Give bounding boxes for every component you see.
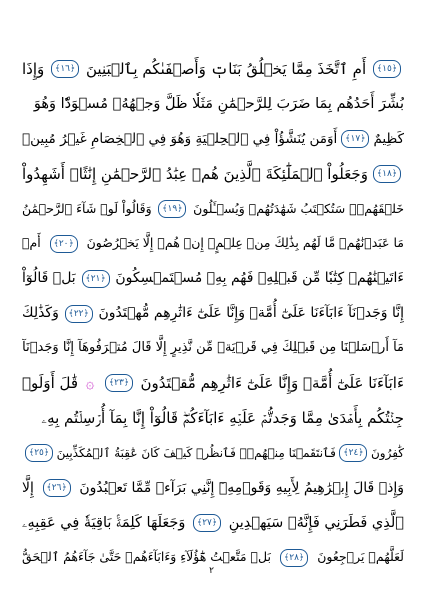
ayah-number-marker: ﴿٢٨﴾	[280, 549, 308, 567]
quran-text-block	[22, 52, 404, 575]
verse-text: إِنَّا وَجَدۡنَآ ءَابَآءَنَا عَلَىٰٓ أُمَّةٖ وَإِنَّا عَلَىٰٓ ءَاثَٰرِهِم مُّهۡتَدُونَ	[98, 305, 404, 322]
ayah-number-marker: ﴿٢٦﴾	[43, 479, 71, 497]
verse-text: بَلۡ مَتَّعۡتُ هَٰٓؤُلَآءِ وَءَابَآءَهُمۡ حَتَّىٰ جَآءَهُمُ ٱلۡحَقُّ	[22, 549, 271, 565]
verse-text: وَكَذَٰلِكَ	[22, 305, 59, 322]
text-line	[22, 226, 404, 261]
text-line	[22, 436, 404, 471]
rub-el-hizb-icon: ۞	[85, 374, 95, 393]
text-line	[22, 261, 404, 296]
text-line	[22, 401, 404, 436]
verse-text: ءَابَآءَنَا عَلَىٰٓ أُمَّةٖ وَإِنَّا عَلَىٰٓ ءَاثَٰرِهِم مُّقۡتَدُونَ	[140, 374, 404, 393]
text-line	[22, 52, 404, 87]
text-line	[22, 122, 404, 157]
ayah-number-marker: ﴿٢٧﴾	[193, 514, 221, 532]
verse-text: أَمۡ	[22, 235, 41, 251]
verse-text: وَجَعَلُواْ ٱلۡمَلَٰٓئِكَةَ ٱلَّذِينَ هُمۡ عِبَٰدُ ٱلرَّحۡمَٰنِ إِنَٰثًاۚ أَشَهِدُواْ	[22, 164, 368, 183]
page-number: ٢	[209, 566, 214, 576]
ayah-number-marker: ﴿١٧﴾	[341, 130, 369, 148]
verse-text: بُشِّرَ أَحَدُهُم بِمَا ضَرَبَ لِلرَّحۡمَٰنِ مَثَلٗا ظَلَّ وَجۡهُهُۥ مُسۡوَدّٗا وَهُوَ	[33, 95, 404, 112]
verse-text: إِلَّا	[22, 479, 34, 496]
text-line	[22, 192, 404, 227]
verse-text: وَإِذَا	[22, 60, 45, 78]
ayah-number-marker: ﴿١٦﴾	[51, 60, 79, 78]
verse-text: أَوَمَن يُنَشَّؤُاْ فِي ٱلۡحِلۡيَةِ وَهُوَ فِي ٱلۡخِصَامِ غَيۡرُ مُبِينٖ	[22, 130, 338, 147]
verse-text: وَجَعَلَهَا كَلِمَةَۢ بَاقِيَةٗ فِي عَقِبِهِۦ	[22, 514, 186, 531]
verse-text: لَعَلَّهُمۡ يَرۡجِعُونَ	[317, 549, 404, 565]
verse-text: كَظِيمٌ	[373, 130, 404, 147]
text-line	[22, 296, 404, 331]
ayah-number-marker: ﴿٢٤﴾	[339, 444, 367, 462]
ayah-number-marker: ﴿١٥﴾	[373, 60, 401, 78]
verse-text: أَمِ ٱتَّخَذَ مِمَّا يَخۡلُقُ بَنَاتٖ وَأَصۡفَىٰكُم بِٱلۡبَنِينَ	[86, 60, 367, 78]
verse-text: كَٰفِرُونَ	[370, 445, 404, 460]
ayah-number-marker: ﴿٢١﴾	[82, 270, 110, 288]
ayah-number-marker: ﴿٢٠﴾	[50, 235, 78, 253]
verse-text: فَٱنتَقَمۡنَا مِنۡهُمۡۖ فَٱنظُرۡ كَيۡفَ كَانَ عَٰقِبَةُ ٱلۡمُكَذِّبِينَ	[56, 445, 336, 460]
text-line	[22, 331, 404, 366]
verse-text: جِئۡتُكُم بِأَهۡدَىٰ مِمَّا وَجَدتُّمۡ عَلَيۡهِ ءَابَآءَكُمۡۖ قَالُوٓاْ إِنَّا بِمَآ أُرۡسِلۡتُم بِهِۦ	[41, 408, 404, 427]
ayah-number-marker: ﴿١٩﴾	[158, 200, 186, 218]
verse-text: وَإِذۡ قَالَ إِبۡرَٰهِيمُ لِأَبِيهِ وَقَوۡمِهِۦٓ إِنَّنِي بَرَآءٞ مِّمَّا تَعۡبُدُونَ	[79, 479, 404, 496]
verse-text: وَقَالُواْ لَوۡ شَآءَ ٱلرَّحۡمَٰنُ	[22, 200, 152, 216]
ayah-number-marker: ﴿٢٢﴾	[65, 305, 93, 323]
ayah-number-marker: ﴿١٨﴾	[373, 165, 401, 183]
text-line	[22, 366, 404, 401]
verse-text: ٱلَّذِي فَطَرَنِي فَإِنَّهُۥ سَيَهۡدِينِ	[228, 514, 404, 531]
text-line	[22, 471, 404, 506]
verse-text: بَلۡ قَالُوٓاْ	[22, 270, 76, 287]
text-line	[22, 87, 404, 122]
verse-text: قَٰلَ أَوَلَوۡ	[22, 374, 79, 393]
verse-text: خَلۡقَهُمۡۚ سَتُكۡتَبُ شَهَٰدَتُهُمۡ وَيُسۡـَٔلُونَ	[193, 200, 404, 216]
text-line	[22, 157, 404, 192]
ayah-number-marker: ﴿٢٥﴾	[25, 444, 53, 462]
text-line	[22, 506, 404, 541]
verse-text: ءَاتَيۡنَٰهُمۡ كِتَٰبٗا مِّن قَبۡلِهِۦ فَهُم بِهِۦ مُسۡتَمۡسِكُونَ	[115, 270, 404, 287]
verse-text: مَآ أَرۡسَلۡنَا مِن قَبۡلِكَ فِي قَرۡيَةٖ مِّن نَّذِيرٍ إِلَّا قَالَ مُتۡرَفُوهَآ إِنَّا وَجَدۡنَآ	[22, 340, 404, 356]
ayah-number-marker: ﴿٢٣﴾	[105, 374, 133, 392]
verse-text: مَا عَبَدۡنَٰهُمۗ مَّا لَهُم بِذَٰلِكَ مِنۡ عِلۡمٍۖ إِنۡ هُمۡ إِلَّا يَخۡرُصُونَ	[86, 235, 404, 251]
